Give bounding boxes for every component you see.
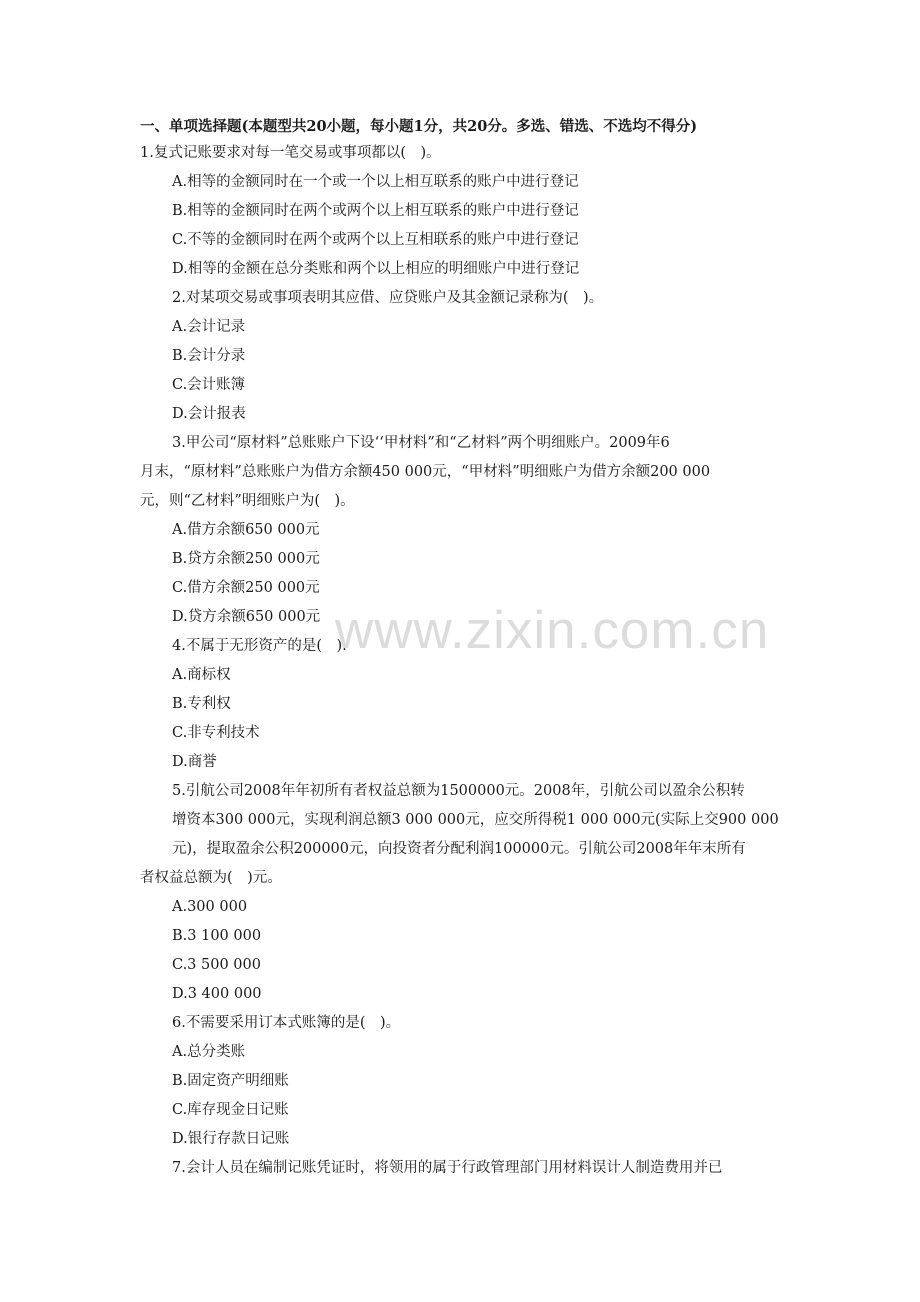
question-5-stem-line-1: 5.引航公司2008年年初所有者权益总额为1500000元。2008年，引航公司以盈余公积转 bbox=[172, 783, 745, 799]
question-5-stem-line-3: 元)，提取盈余公积200000元，向投资者分配利润100000元。引航公司2008年年末所有 bbox=[172, 841, 746, 857]
question-6-stem: 6.不需要采用订本式账簿的是( )。 bbox=[172, 1015, 401, 1031]
question-4-stem: 4.不属于无形资产的是( ). bbox=[172, 638, 347, 654]
question-4-option-d: D.商誉 bbox=[172, 754, 217, 770]
question-6-option-b: B.固定资产明细账 bbox=[172, 1073, 289, 1089]
question-2-stem: 2.对某项交易或事项表明其应借、应贷账户及其金额记录称为( )。 bbox=[172, 290, 604, 306]
question-5-option-c: C.3 500 000 bbox=[172, 957, 261, 973]
question-6-option-c: C.库存现金日记账 bbox=[172, 1102, 289, 1118]
question-3-option-a: A.借方余额650 000元 bbox=[172, 522, 320, 538]
question-3-stem-line-1: 3.甲公司“原材料”总账账户下设‘‘甲材料”和“乙材料”两个明细账户。2009年6 bbox=[172, 435, 670, 451]
section-heading: 一、单项选择题(本题型共20小题，每小题1分，共20分。多选、错选、不选均不得分) bbox=[140, 118, 698, 135]
question-3-stem-line-3: 元，则“乙材料”明细账户为( )。 bbox=[140, 493, 355, 509]
question-5-option-d: D.3 400 000 bbox=[172, 986, 262, 1002]
question-3-option-b: B.贷方余额250 000元 bbox=[172, 551, 320, 567]
question-3-option-c: C.借方余额250 000元 bbox=[172, 580, 320, 596]
question-2-option-a: A.会计记录 bbox=[172, 319, 246, 335]
question-2-option-b: B.会计分录 bbox=[172, 348, 246, 364]
question-1-option-b: B.相等的金额同时在两个或两个以上相互联系的账户中进行登记 bbox=[172, 203, 579, 219]
question-3-stem-line-2: 月末，“原材料”总账账户为借方余额450 000元，“甲材料”明细账户为借方余额200 000 bbox=[140, 464, 711, 480]
question-5-option-a: A.300 000 bbox=[172, 899, 248, 915]
question-2-option-d: D.会计报表 bbox=[172, 406, 246, 422]
question-4-option-a: A.商标权 bbox=[172, 667, 231, 683]
question-2-option-c: C.会计账簿 bbox=[172, 377, 246, 393]
question-6-option-a: A.总分类账 bbox=[172, 1044, 246, 1060]
question-4-option-b: B.专利权 bbox=[172, 696, 231, 712]
question-1-option-c: C.不等的金额同时在两个或两个以上互相联系的账户中进行登记 bbox=[172, 232, 579, 248]
question-1-option-a: A.相等的金额同时在一个或一个以上相互联系的账户中进行登记 bbox=[172, 174, 579, 190]
question-5-option-b: B.3 100 000 bbox=[172, 928, 262, 944]
question-3-option-d: D.贷方余额650 000元 bbox=[172, 609, 321, 625]
question-1-option-d: D.相等的金额在总分类账和两个以上相应的明细账户中进行登记 bbox=[172, 261, 580, 277]
question-4-option-c: C.非专利技术 bbox=[172, 725, 260, 741]
question-1-stem: 1.复式记账要求对每一笔交易或事项都以( )。 bbox=[140, 145, 441, 161]
question-5-stem-line-2: 增资本300 000元，实现利润总额3 000 000元，应交所得税1 000 000元(实际上交900 000 bbox=[172, 812, 779, 828]
question-6-option-d: D.银行存款日记账 bbox=[172, 1131, 290, 1147]
watermark: www.zixin.com.cn bbox=[335, 601, 770, 660]
question-5-stem-line-4: 者权益总额为( )元。 bbox=[140, 870, 282, 886]
question-7-stem-line-1: 7.会计人员在编制记账凭证时，将领用的属于行政管理部门用材料误计人制造费用并已 bbox=[172, 1160, 723, 1176]
